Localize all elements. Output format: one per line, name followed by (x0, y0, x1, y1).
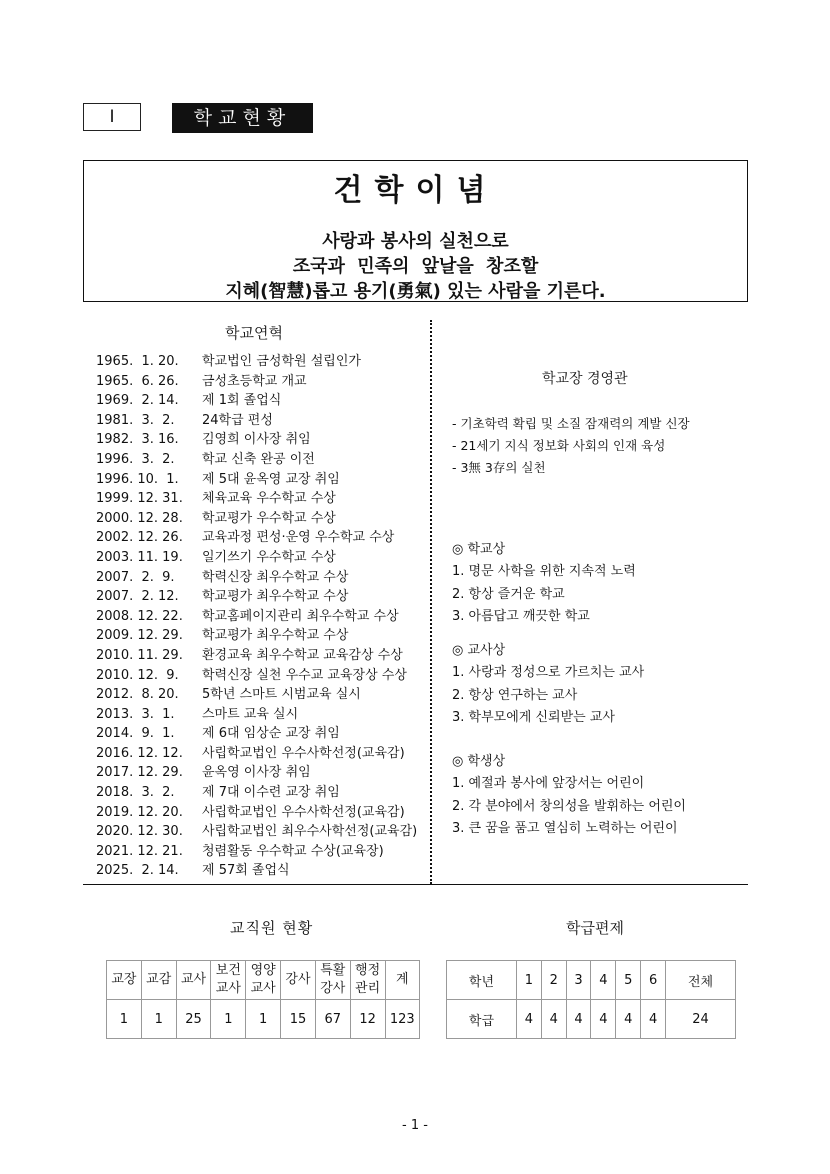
section-number: Ⅰ (83, 103, 141, 131)
history-date: 1969. 2. 14. (96, 393, 179, 409)
history-text: 스마트 교육 실시 (202, 706, 299, 722)
class-value-cell: 4 (591, 1000, 616, 1039)
class-value-cell: 4 (516, 1000, 541, 1039)
history-date: 2009. 12. 29. (96, 628, 183, 644)
history-date: 2017. 12. 29. (96, 765, 183, 781)
principal-title: 학교장 경영관 (542, 371, 628, 387)
history-date: 2014. 9. 1. (96, 726, 175, 742)
history-item (96, 489, 417, 509)
history-date: 1996. 3. 2. (96, 451, 175, 467)
group-item: 1. 예절과 봉사에 앞장서는 어린이 (452, 776, 645, 791)
staff-value-cell: 123 (385, 1000, 420, 1039)
staff-header-cell (315, 961, 350, 1000)
staff-title: 교직원 현황 (230, 919, 314, 937)
history-text: 교육과정 편성·운영 우수학교 수상 (202, 530, 395, 546)
table-header-row (107, 961, 420, 1000)
class-header-cell: 4 (591, 961, 616, 1000)
header-line: 교사 (250, 981, 276, 996)
class-value-cell: 4 (566, 1000, 591, 1039)
header-line: 교감 (146, 972, 172, 987)
history-date: 2019. 12. 20. (96, 804, 183, 820)
table-header-row (447, 961, 736, 1000)
history-item (96, 724, 417, 744)
group-heading: ◎ 학생상 (452, 754, 506, 769)
history-item (96, 763, 417, 783)
history-item (96, 352, 417, 372)
staff-value-cell: 15 (281, 1000, 316, 1039)
history-date: 2010. 12. 9. (96, 667, 179, 683)
motto-line: 사랑과 봉사의 실천으로 (322, 231, 509, 252)
class-header-cell: 학년 (447, 961, 517, 1000)
school-ideal-group (452, 539, 636, 629)
history-item (96, 528, 417, 548)
header-line: 계 (395, 972, 409, 987)
history-text: 김영희 이사장 취임 (202, 432, 311, 448)
staff-value-cell: 12 (350, 1000, 385, 1039)
history-date: 2020. 12. 30. (96, 824, 183, 840)
history-item (96, 744, 417, 764)
history-item (96, 861, 417, 881)
history-text: 제 6대 임상순 교장 취임 (202, 726, 340, 742)
staff-value-cell: 1 (107, 1000, 142, 1039)
header-line: 교장 (111, 972, 137, 987)
history-text: 학력신장 실천 우수교 교육장상 수상 (202, 667, 407, 683)
history-item (96, 646, 417, 666)
history-item (96, 450, 417, 470)
table-row (107, 1000, 420, 1039)
history-item (96, 391, 417, 411)
group-item: 3. 큰 꿈을 품고 열심히 노력하는 어린이 (452, 821, 678, 836)
table-row (447, 1000, 736, 1039)
history-text: 학교평가 최우수학교 수상 (202, 628, 349, 644)
history-date: 2010. 11. 29. (96, 647, 183, 663)
staff-header-cell (176, 961, 211, 1000)
history-text: 사립학교법인 최우수사학선정(교육감) (202, 824, 418, 840)
history-date: 2021. 12. 21. (96, 843, 183, 859)
history-date: 2025. 2. 14. (96, 863, 179, 879)
section-title: 학교현황 (172, 103, 313, 133)
history-item (96, 783, 417, 803)
header-line: 강사 (320, 981, 346, 996)
history-text: 학교평가 최우수학교 수상 (202, 589, 349, 605)
history-text: 윤옥영 이사장 취임 (202, 765, 311, 781)
history-item (96, 803, 417, 823)
page-number: - 1 - (402, 1118, 428, 1133)
header-line: 행정 (355, 963, 381, 978)
history-list (96, 352, 417, 881)
history-text: 5학년 스마트 시범교육 실시 (202, 687, 361, 703)
staff-value-cell: 25 (176, 1000, 211, 1039)
group-item: 3. 학부모에게 신뢰받는 교사 (452, 710, 615, 725)
group-heading: ◎ 교사상 (452, 643, 506, 658)
history-item (96, 666, 417, 686)
history-item (96, 372, 417, 392)
motto-line: 지혜(智慧)롭고 용기(勇氣) 있는 사람을 기른다. (225, 281, 606, 302)
history-text: 사립학교법인 우수사학선정(교육감) (202, 804, 405, 820)
staff-header-cell (281, 961, 316, 1000)
class-header-cell: 5 (616, 961, 641, 1000)
staff-header-cell (385, 961, 420, 1000)
staff-header-cell (141, 961, 176, 1000)
history-item (96, 842, 417, 862)
history-item (96, 607, 417, 627)
class-table (446, 960, 736, 1039)
header-line: 영양 (250, 963, 276, 978)
history-date: 1965. 1. 20. (96, 354, 179, 369)
history-text: 학력신장 최우수학교 수상 (202, 569, 349, 585)
history-item (96, 685, 417, 705)
history-text: 학교평가 우수학교 수상 (202, 510, 336, 526)
class-header-cell: 6 (641, 961, 666, 1000)
header-line: 교사 (180, 972, 207, 987)
group-item: 2. 항상 연구하는 교사 (452, 687, 578, 703)
history-date: 2007. 2. 12. (96, 589, 179, 605)
history-date: 1999. 12. 31. (96, 491, 183, 507)
history-date: 2007. 2. 9. (96, 569, 175, 585)
history-text: 24학급 편성 (202, 412, 273, 428)
history-text: 환경교육 최우수학교 교육감상 수상 (202, 647, 403, 663)
group-item: 1. 명문 사학을 위한 지속적 노력 (452, 564, 636, 579)
staff-header-cell (350, 961, 385, 1000)
history-text: 사립학교법인 우수사학선정(교육감) (202, 745, 405, 761)
policy-item: - 기초학력 확립 및 소질 잠재력의 계발 신장 (452, 416, 690, 431)
history-date: 2003. 11. 19. (96, 549, 183, 565)
class-header-cell: 3 (566, 961, 591, 1000)
class-title: 학급편제 (566, 919, 624, 937)
motto-box (83, 160, 748, 302)
history-item (96, 568, 417, 588)
class-value-cell: 4 (641, 1000, 666, 1039)
history-text: 학교법인 금성학원 설립인가 (202, 354, 361, 369)
history-date: 2008. 12. 22. (96, 608, 183, 624)
history-date: 2013. 3. 1. (96, 706, 175, 722)
policy-item: - 3無 3存의 실천 (452, 460, 546, 475)
header-line: 강사 (285, 972, 311, 987)
history-date: 2002. 12. 26. (96, 530, 183, 546)
group-heading: ◎ 학교상 (452, 542, 506, 557)
history-item (96, 411, 417, 431)
header-line: 보건 (215, 963, 241, 978)
motto-line: 조국과 민족의 앞날을 창조할 (292, 256, 539, 277)
section-divider (83, 884, 748, 885)
history-date: 1996. 10. 1. (96, 471, 179, 487)
header-line: 특활 (320, 963, 346, 978)
history-text: 제 7대 이수련 교장 취임 (202, 785, 340, 801)
history-item (96, 430, 417, 450)
staff-value-cell: 1 (246, 1000, 281, 1039)
history-item (96, 626, 417, 646)
policy-item: - 21세기 지식 정보화 사회의 인재 육성 (452, 438, 666, 453)
history-text: 일기쓰기 우수학교 수상 (202, 549, 336, 565)
history-item (96, 822, 417, 842)
class-value-cell: 24 (666, 1000, 736, 1039)
history-item (96, 587, 417, 607)
class-value-cell: 4 (541, 1000, 566, 1039)
staff-header-cell (211, 961, 246, 1000)
staff-table (106, 960, 420, 1039)
history-item (96, 470, 417, 490)
teacher-ideal-group (452, 640, 644, 730)
class-header-cell: 전체 (666, 961, 736, 1000)
group-item: 1. 사랑과 정성으로 가르치는 교사 (452, 665, 645, 680)
history-date: 1965. 6. 26. (96, 373, 179, 389)
staff-header-cell (246, 961, 281, 1000)
staff-header-cell (107, 961, 142, 1000)
history-date: 1982. 3. 16. (96, 432, 179, 448)
history-text: 학교 신축 완공 이전 (202, 451, 315, 467)
history-date: 2012. 8. 20. (96, 687, 179, 703)
history-date: 2000. 12. 28. (96, 510, 183, 526)
history-item (96, 548, 417, 568)
class-value-cell: 학급 (447, 1000, 517, 1039)
class-header-cell: 1 (516, 961, 541, 1000)
history-date: 1981. 3. 2. (96, 412, 175, 428)
student-ideal-group (452, 751, 686, 841)
group-item: 2. 각 분야에서 창의성을 발휘하는 어린이 (452, 798, 686, 814)
motto-title: 건학이념 (333, 173, 498, 208)
history-date: 2016. 12. 12. (96, 745, 183, 761)
history-item (96, 509, 417, 529)
history-text: 청렴활동 우수학교 수상(교육장) (202, 843, 384, 859)
group-item: 2. 항상 즐거운 학교 (452, 586, 565, 602)
header-line: 관리 (355, 981, 381, 996)
column-divider (430, 320, 432, 884)
header-line: 교사 (215, 981, 241, 996)
policy-list (452, 413, 690, 479)
history-text: 제 5대 윤옥영 교장 취임 (202, 471, 340, 487)
class-header-cell: 2 (541, 961, 566, 1000)
group-item: 3. 아름답고 깨끗한 학교 (452, 609, 590, 624)
history-text: 제 1회 졸업식 (202, 393, 282, 409)
staff-value-cell: 1 (141, 1000, 176, 1039)
history-text: 제 57회 졸업식 (202, 863, 290, 879)
history-date: 2018. 3. 2. (96, 785, 175, 801)
class-value-cell: 4 (616, 1000, 641, 1039)
history-text: 학교홈페이지관리 최우수학교 수상 (202, 608, 399, 624)
staff-value-cell: 67 (315, 1000, 350, 1039)
history-item (96, 705, 417, 725)
staff-value-cell: 1 (211, 1000, 246, 1039)
history-title: 학교연혁 (225, 324, 283, 342)
history-text: 금성초등학교 개교 (202, 373, 307, 389)
history-text: 체육교육 우수학교 수상 (202, 491, 336, 507)
